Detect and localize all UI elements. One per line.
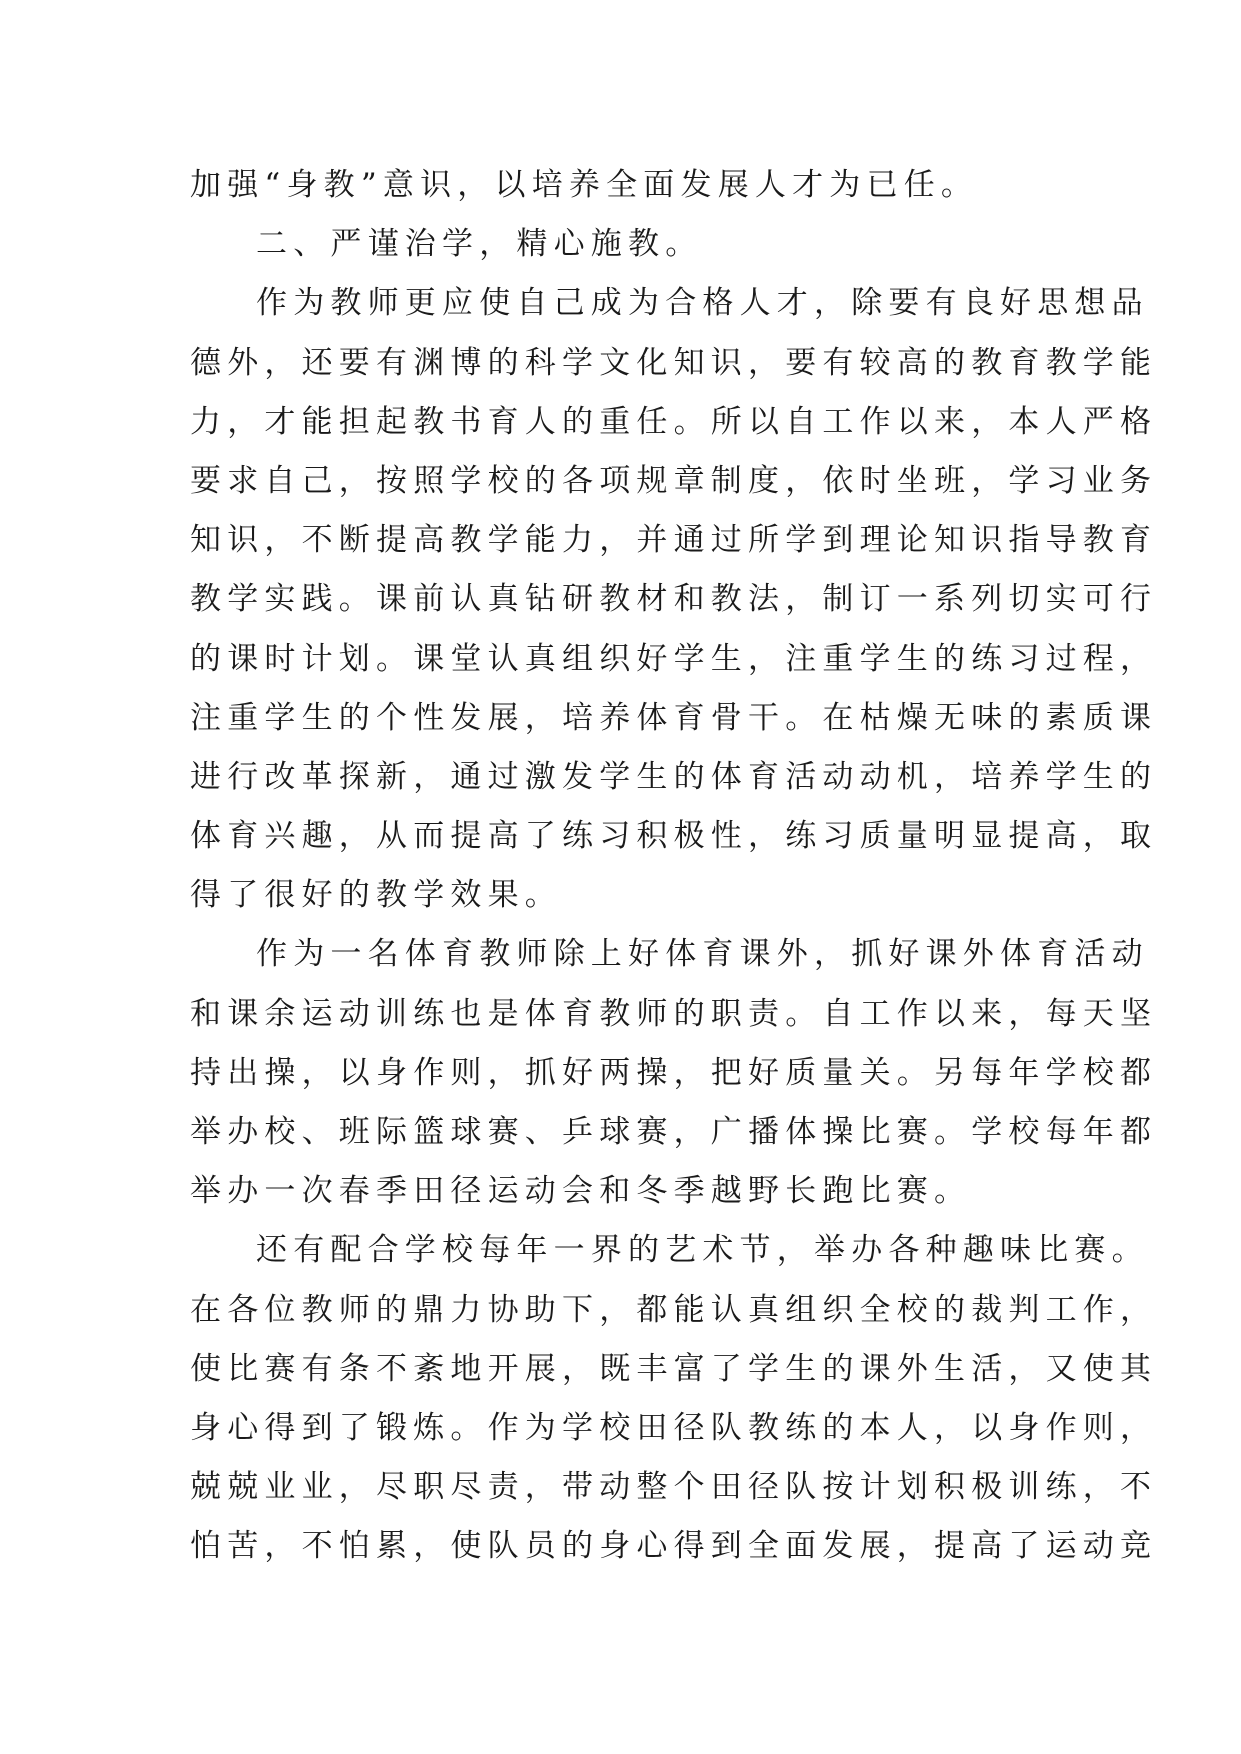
document-body [190, 156, 1158, 1577]
text-line: 要求自己，按照学校的各项规章制度，依时坐班，学习业务 [190, 462, 1158, 499]
text-line: 兢兢业业，尽职尽责，带动整个田径队按计划积极训练，不 [190, 1469, 1158, 1506]
text-line: 举办校、班际篮球赛、乒球赛，广播体操比赛。学校每年都 [190, 1114, 1158, 1150]
text-line: 的课时计划。课堂认真组织好学生，注重学生的练习过程， [190, 640, 1158, 677]
text-line: 使比赛有条不紊地开展，既丰富了学生的课外生活，又使其 [190, 1350, 1158, 1387]
text-line: 知识，不断提高教学能力，并通过所学到理论知识指导教育 [190, 522, 1158, 559]
text-line: 二、严谨治学，精心施教。 [256, 226, 703, 263]
text-line: 力，才能担起教书育人的重任。所以自工作以来，本人严格 [190, 403, 1158, 440]
text-line: 进行改革探新，通过激发学生的体育活动动机，培养学生的 [190, 758, 1158, 795]
text-line: 身心得到了锻炼。作为学校田径队教练的本人，以身作则， [190, 1409, 1158, 1446]
text-line: 和课余运动训练也是体育教师的职责。自工作以来，每天坚 [190, 995, 1158, 1032]
text-line: 举办一次春季田径运动会和冬季越野长跑比赛。 [190, 1173, 972, 1210]
text-line: 得了很好的教学效果。 [190, 877, 562, 914]
text-line: 教学实践。课前认真钻研教材和教法，制订一系列切实可行 [190, 581, 1158, 618]
text-line: 在各位教师的鼎力协助下，都能认真组织全校的裁判工作， [190, 1291, 1158, 1328]
text-line: 加强“身教”意识，以培养全面发展人才为已任。 [190, 167, 979, 203]
text-line: 怕苦，不怕累，使队员的身心得到全面发展，提高了运动竞 [190, 1528, 1158, 1565]
text-line: 作为一名体育教师除上好体育课外，抓好课外体育活动 [256, 936, 1149, 973]
text-line: 持出操，以身作则，抓好两操，把好质量关。另每年学校都 [190, 1054, 1158, 1091]
text-line: 注重学生的个性发展，培养体育骨干。在枯燥无味的素质课 [190, 699, 1158, 736]
text-line: 还有配合学校每年一界的艺术节，举办各种趣味比赛。 [256, 1232, 1149, 1269]
text-line: 德外，还要有渊博的科学文化知识，要有较高的教育教学能 [190, 344, 1158, 381]
text-line: 体育兴趣，从而提高了练习积极性，练习质量明显提高，取 [190, 818, 1158, 855]
text-line: 作为教师更应使自己成为合格人才，除要有良好思想品 [256, 285, 1149, 322]
